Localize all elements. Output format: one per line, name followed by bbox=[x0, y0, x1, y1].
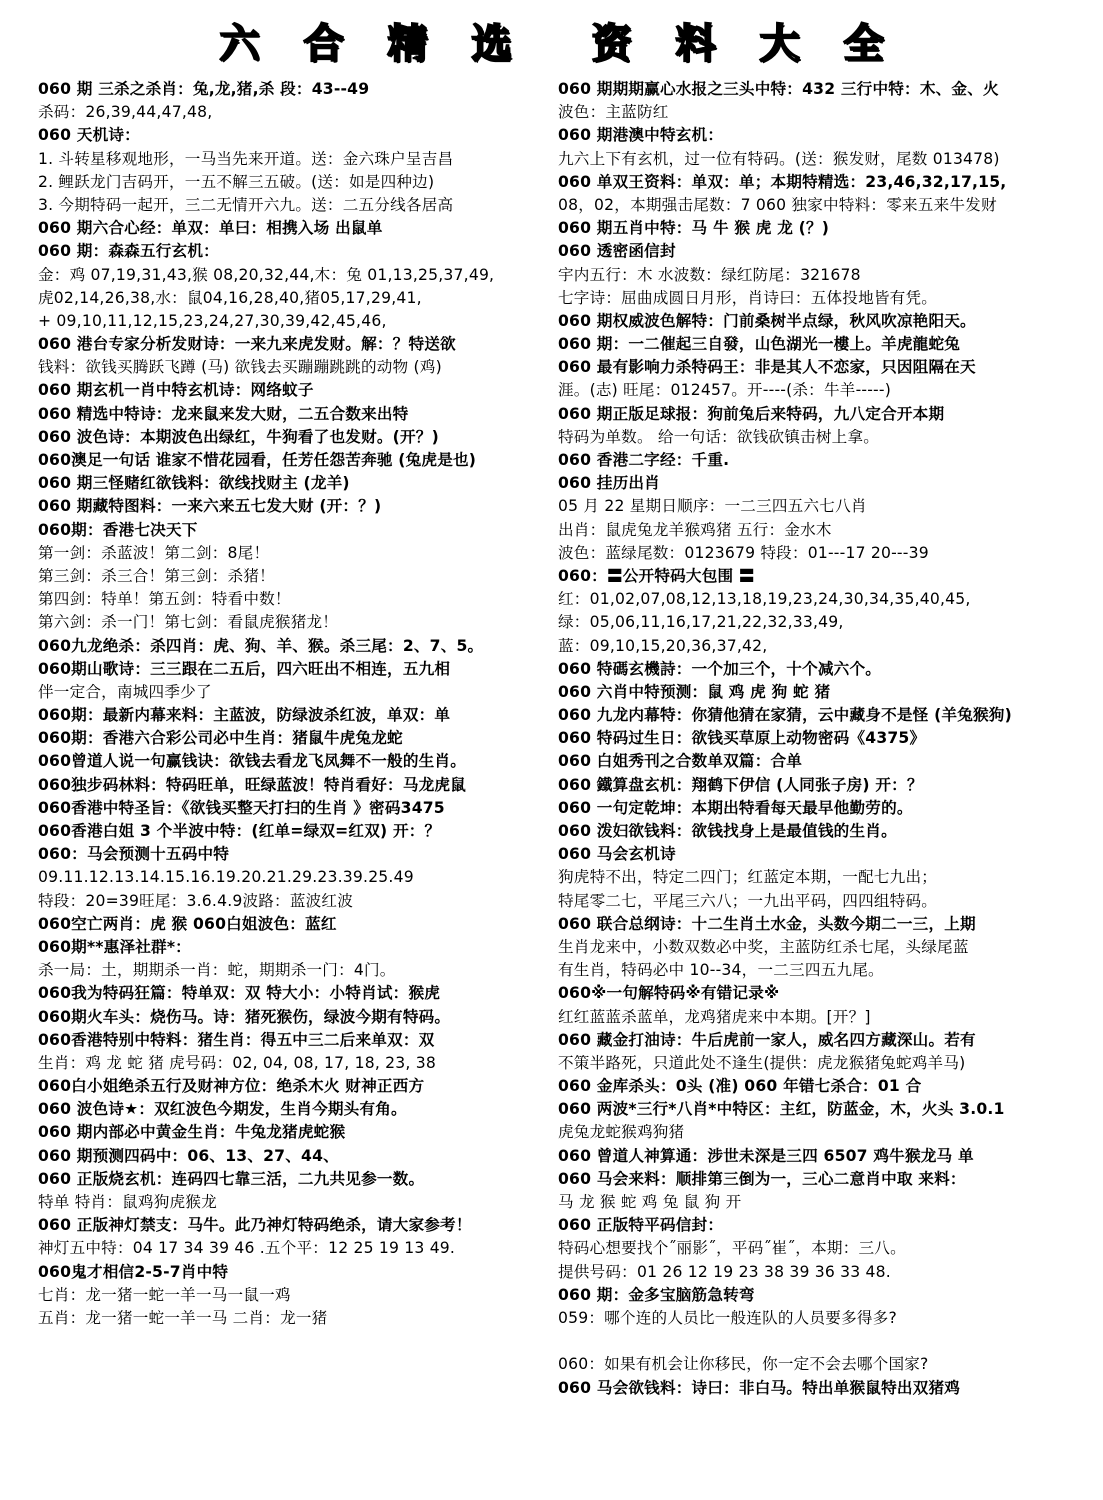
text-line: 060 鐵算盘玄机：翔鹤下伊信 (人同张子房) 开：？ bbox=[558, 775, 923, 794]
text-line: 第一剑：杀蓝波！第二剑：8尾！ bbox=[38, 543, 270, 562]
text-line: 不策半路死，只道此处不逢生(提供：虎龙猴猪兔蛇鸡羊马) bbox=[558, 1053, 966, 1072]
text-line: 060 泼妇欲钱料：欲钱找身上是最值钱的生肖。 bbox=[558, 822, 897, 840]
text-line: 060：马会预测十五码中特 bbox=[38, 845, 230, 864]
text-line: 有生肖，特码必中 10--34，一二三四五九尾。 bbox=[558, 961, 884, 980]
title-char: 大 bbox=[759, 20, 800, 67]
text-line: 060 期正版足球报：狗前兔后来特码，九八定合开本期 bbox=[558, 404, 945, 423]
text-line: 059：哪个连的人员比一般连队的人员要多得多? bbox=[558, 1308, 897, 1327]
text-line: 060 白姐秀刊之合数单双篇：合单 bbox=[558, 752, 803, 771]
text-line: 七肖：龙一猪一蛇一羊一马一鼠一鸡 bbox=[38, 1285, 291, 1304]
title-char: 全 bbox=[843, 20, 884, 67]
text-line: 蓝：09,10,15,20,36,37,42, bbox=[558, 636, 768, 655]
text-line: 第四剑：特单！第五剑：特看中数！ bbox=[38, 590, 291, 609]
text-line: 060 金库杀头：0头 (准) 060 年错七杀合：01 合 bbox=[558, 1077, 922, 1096]
text-line: 060 期期期赢心水报之三头中特：432 三行中特：木、金、火 bbox=[558, 80, 999, 98]
text-line: 金：鸡 07,19,31,43,猴 08,20,32,44,木：兔 01,13,25,37,49, bbox=[38, 265, 495, 284]
text-line: 060 九龙内幕特：你猜他猜在家猜，云中藏身不是怪 (羊兔猴狗) bbox=[558, 706, 1012, 725]
text-line: 060 正版神灯禁支：马牛。此乃神灯特码绝杀，请大家参考！ bbox=[38, 1216, 472, 1235]
text-line: 060 藏金打油诗：牛后虎前一家人，威名四方藏深山。若有 bbox=[558, 1030, 976, 1049]
text-line: 060 波色诗★：双红波色今期发，生肖今期头有角。 bbox=[38, 1100, 407, 1119]
text-line: 060 马会欲钱料：诗曰：非白马。特出单猴鼠特出双猪鸡 bbox=[558, 1378, 961, 1397]
text-line: 060 期预测四码中：06、13、27、44、 bbox=[38, 1146, 339, 1165]
text-line: 060 透密函信封 bbox=[558, 242, 676, 261]
text-line: 060 六肖中特预测：鼠 鸡 虎 狗 蛇 猪 bbox=[558, 682, 831, 701]
right-column bbox=[558, 78, 1093, 1400]
left-column bbox=[38, 78, 573, 1330]
text-line: 060香港中特圣旨：《欲钱买整天打扫的生肖 》密码3475 bbox=[38, 798, 445, 817]
text-line: 提供号码：01 26 12 19 23 38 39 36 33 48. bbox=[558, 1262, 891, 1281]
text-line: 神灯五中特：04 17 34 39 46 .五个平：12 25 19 13 49. bbox=[38, 1239, 456, 1258]
text-line: 060白小姐绝杀五行及财神方位：绝杀木火 财神正西方 bbox=[38, 1077, 425, 1096]
text-line: 060期**惠泽社群*： bbox=[38, 937, 191, 956]
text-line: 七字诗：屈曲成圆日月形，肖诗曰：五体投地皆有凭。 bbox=[558, 288, 938, 307]
text-line: 060鬼才相信2-5-7肖中特 bbox=[38, 1262, 229, 1281]
text-line: 060 期权威波色解特：门前桑树半点绿，秋风吹凉艳阳天。 bbox=[558, 311, 976, 330]
text-line: 特码为单数。 给一句话：欲钱砍镇击树上拿。 bbox=[558, 427, 880, 446]
text-line: 060 期：一二催起三自發，山色湖光一樓上。羊虎龍蛇兔 bbox=[558, 335, 961, 354]
text-line: 05 月 22 星期日顺序：一二三四五六七八肖 bbox=[558, 497, 867, 516]
text-line: 060 波色诗：本期波色出绿红，牛狗看了也发财。(开？) bbox=[38, 427, 439, 446]
text-line: 060 特码过生日：欲钱买草原上动物密码《4375》 bbox=[558, 729, 926, 748]
text-line: 红红蓝蓝杀蓝单，龙鸡猪虎来中本期。[开？] bbox=[558, 1007, 871, 1026]
text-line: 060 期：金多宝脑筋急转弯 bbox=[558, 1285, 755, 1304]
text-line: 060期火车头：烧伤马。诗：猪死猴伤，绿波今期有特码。 bbox=[38, 1007, 451, 1026]
text-line: 红：01,02,07,08,12,13,18,19,23,24,30,34,35,40,45, bbox=[558, 590, 971, 609]
text-line: 特段：20=39旺尾：3.6.4.9波路：蓝波红波 bbox=[38, 891, 354, 910]
text-line: 060 精选中特诗：龙来鼠来发大财，二五合数来出特 bbox=[38, 404, 409, 423]
text-line: 060：〓公开特码大包围 〓 bbox=[558, 566, 755, 585]
text-line: 060 两波*三行*八肖*中特区：主红，防蓝金，木，火头 3.0.1 bbox=[558, 1100, 1005, 1119]
title-char: 精 bbox=[387, 20, 428, 67]
text-line: 060 天机诗： bbox=[38, 126, 140, 145]
text-line: 九六上下有玄机，过一位有特码。(送：猴发财，尾数 013478) bbox=[558, 149, 1000, 168]
text-line: 060空亡两肖：虎 猴 060白姐波色：蓝红 bbox=[38, 914, 337, 933]
text-line: 特尾零二七，平尾三六八；一九出平码，四四组特码。 bbox=[558, 891, 938, 910]
text-line: 虎02,14,26,38,水：鼠04,16,28,40,猪05,17,29,41, bbox=[38, 288, 422, 307]
text-line: 3. 今期特码一起开，三二无情开六九。送：二五分线各居高 bbox=[38, 195, 454, 214]
text-line: 第三剑：杀三合！第三剑：杀猪！ bbox=[38, 566, 275, 585]
text-line: 060 期：森森五行玄机： bbox=[38, 242, 219, 261]
text-line: 060期：最新内幕来料：主蓝波，防绿波杀红波，单双：单 bbox=[38, 706, 451, 725]
text-line: 060 正版烧玄机：连码四七靠三活，二九共见参一数。 bbox=[38, 1169, 425, 1188]
text-line: 涯。(志) 旺尾：012457。开----(杀：牛羊-----) bbox=[558, 381, 891, 400]
text-line: 060 一句定乾坤：本期出特看每天最早他勤劳的。 bbox=[558, 798, 913, 817]
text-line: 生肖：鸡 龙 蛇 猪 虎号码：02, 04, 08, 17, 18, 23, 38 bbox=[38, 1053, 436, 1072]
text-line: 060曾道人说一句赢钱诀：欲钱去看龙飞凤舞不一般的生肖。 bbox=[38, 752, 466, 771]
text-line: 060：如果有机会让你移民，你一定不会去哪个国家? bbox=[558, 1355, 929, 1374]
text-line: 伴一定合，南城四季少了 bbox=[38, 682, 212, 701]
text-line: 08，02，本期强击尾数：7 060 独家中特料：零来五来牛发财 bbox=[558, 195, 997, 214]
title-char: 资 bbox=[591, 20, 632, 67]
text-line: 宇内五行：木 水波数：绿红防尾：321678 bbox=[558, 265, 861, 284]
text-line: 060香港白姐 3 个半波中特：(红单=绿双=红双) 开：？ bbox=[38, 822, 441, 840]
text-line: 060 期五肖中特：马 牛 猴 虎 龙 (？) bbox=[558, 219, 830, 238]
text-line: 060独步码林料：特码旺单，旺绿蓝波！特肖看好：马龙虎鼠 bbox=[38, 775, 466, 794]
text-line: 060 正版特平码信封： bbox=[558, 1216, 724, 1235]
text-line: 060 期六合心经：单双：单曰：相携入场 出鼠单 bbox=[38, 219, 383, 238]
text-line: 060期：香港六合彩公司必中生肖：猪鼠牛虎兔龙蛇 bbox=[38, 729, 403, 748]
text-line: 绿：05,06,11,16,17,21,22,32,33,49, bbox=[558, 613, 844, 632]
text-line: 1. 斗转星移观地形，一马当先来开道。送：金六珠户呈吉昌 bbox=[38, 149, 454, 168]
text-line: 生肖龙来中，小数双数必中奖，主蓝防红杀七尾，头绿尾蓝 bbox=[558, 937, 969, 956]
text-line: 060 马会玄机诗 bbox=[558, 845, 676, 864]
text-line: 狗虎特不出，特定二四门；红蓝定本期，一配七九出； bbox=[558, 868, 938, 887]
text-line: 杀码：26,39,44,47,48, bbox=[38, 103, 213, 122]
text-line: 五肖：龙一猪一蛇一羊一马 二肖：龙一猪 bbox=[38, 1308, 328, 1327]
text-line: 马 龙 猴 蛇 鸡 兔 鼠 狗 开 bbox=[558, 1193, 742, 1211]
text-line: 波色：蓝绿尾数：0123679 特段：01---17 20---39 bbox=[558, 543, 929, 562]
text-line: 特单 特肖：鼠鸡狗虎猴龙 bbox=[38, 1193, 217, 1211]
text-line: 出肖：鼠虎兔龙羊猴鸡猪 五行：金水木 bbox=[558, 520, 832, 539]
text-line: 060九龙绝杀：杀四肖：虎、狗、羊、猴。杀三尾：2、7、5。 bbox=[38, 636, 484, 655]
text-line: 060 期藏特图料：一来六来五七发大财 (开：？) bbox=[38, 497, 382, 516]
text-line: 09.11.12.13.14.15.16.19.20.21.29.23.39.25.49 bbox=[38, 868, 414, 887]
text-line: 060 期内部必中黄金生肖：牛兔龙猪虎蛇猴 bbox=[38, 1123, 346, 1142]
text-line: 060 单双王资料：单双：单；本期特精选：23,46,32,17,15, bbox=[558, 172, 1007, 191]
text-line: 虎兔龙蛇猴鸡狗猪 bbox=[558, 1123, 685, 1142]
text-line: + 09,10,11,12,15,23,24,27,30,39,42,45,46, bbox=[38, 311, 387, 330]
text-line: 060 港台专家分析发财诗：一来九来虎发财。解：？特送欲 bbox=[38, 335, 456, 354]
text-line: 波色：主蓝防红 bbox=[558, 103, 669, 122]
text-line: 060香港特别中特料：猪生肖：得五中三二后来单双：双 bbox=[38, 1030, 435, 1049]
title-char: 料 bbox=[675, 20, 716, 67]
text-line: 060我为特码狂篇：特单双：双 特大小：小特肖试：猴虎 bbox=[38, 984, 441, 1003]
text-line: 2. 鲤跃龙门吉码开，一五不解三五破。(送：如是四种边) bbox=[38, 172, 435, 191]
text-line: 特码心想要找个˝丽影˝，平码˝崔˝，本期：三八。 bbox=[558, 1239, 906, 1258]
text-line: 060 香港二字经：千重. bbox=[558, 451, 730, 469]
text-line: 060 联合总纲诗：十二生肖土水金，头数今期二一三，上期 bbox=[558, 914, 976, 933]
title-char: 六 bbox=[219, 20, 260, 67]
text-line: 060 曾道人神算通：涉世未深是三四 6507 鸡牛猴龙马 单 bbox=[558, 1146, 974, 1165]
text-line: 060 马会来料：顺排第三倒为一，三心二意肖中取 来料： bbox=[558, 1169, 966, 1188]
title-char: 选 bbox=[471, 20, 512, 67]
text-line bbox=[558, 1330, 1093, 1353]
text-line: 钱料：欲钱买腾跃飞蹲 (马) 欲钱去买蹦蹦跳跳的动物 (鸡) bbox=[38, 358, 442, 377]
text-line: 060 最有影响力杀特码王：非是其人不恋家，只因阻隔在天 bbox=[558, 358, 976, 377]
text-line: 060 期三怪赌红欲钱料：欲线找财主 (龙羊) bbox=[38, 474, 350, 493]
text-line: 060澳足一句话 谁家不惜花园看，任芳任怨苦奔驰 (兔虎是也) bbox=[38, 451, 477, 469]
text-line: 060期山歌诗：三三跟在二五后，四六旺出不相连，五九相 bbox=[38, 659, 451, 678]
text-line: 060 期港澳中特玄机： bbox=[558, 126, 724, 145]
page-title bbox=[0, 20, 1103, 68]
text-line: 060※一句解特码※有错记录※ bbox=[558, 984, 780, 1003]
text-line: 060 特碼玄機詩：一个加三个，十个减六个。 bbox=[558, 659, 882, 678]
text-line: 060期：香港七决天下 bbox=[38, 520, 198, 539]
title-char: 合 bbox=[303, 20, 344, 67]
text-line: 第六剑：杀一门！第七剑：看鼠虎猴猪龙！ bbox=[38, 613, 339, 632]
text-line: 060 期玄机一肖中特玄机诗：网络蚊子 bbox=[38, 381, 314, 400]
text-line: 060 期 三杀之杀肖：兔,龙,猪,杀 段：43--49 bbox=[38, 80, 370, 98]
text-line: 杀一局：土，期期杀一肖：蛇，期期杀一门：4门。 bbox=[38, 961, 396, 980]
text-line: 060 挂历出肖 bbox=[558, 474, 660, 493]
